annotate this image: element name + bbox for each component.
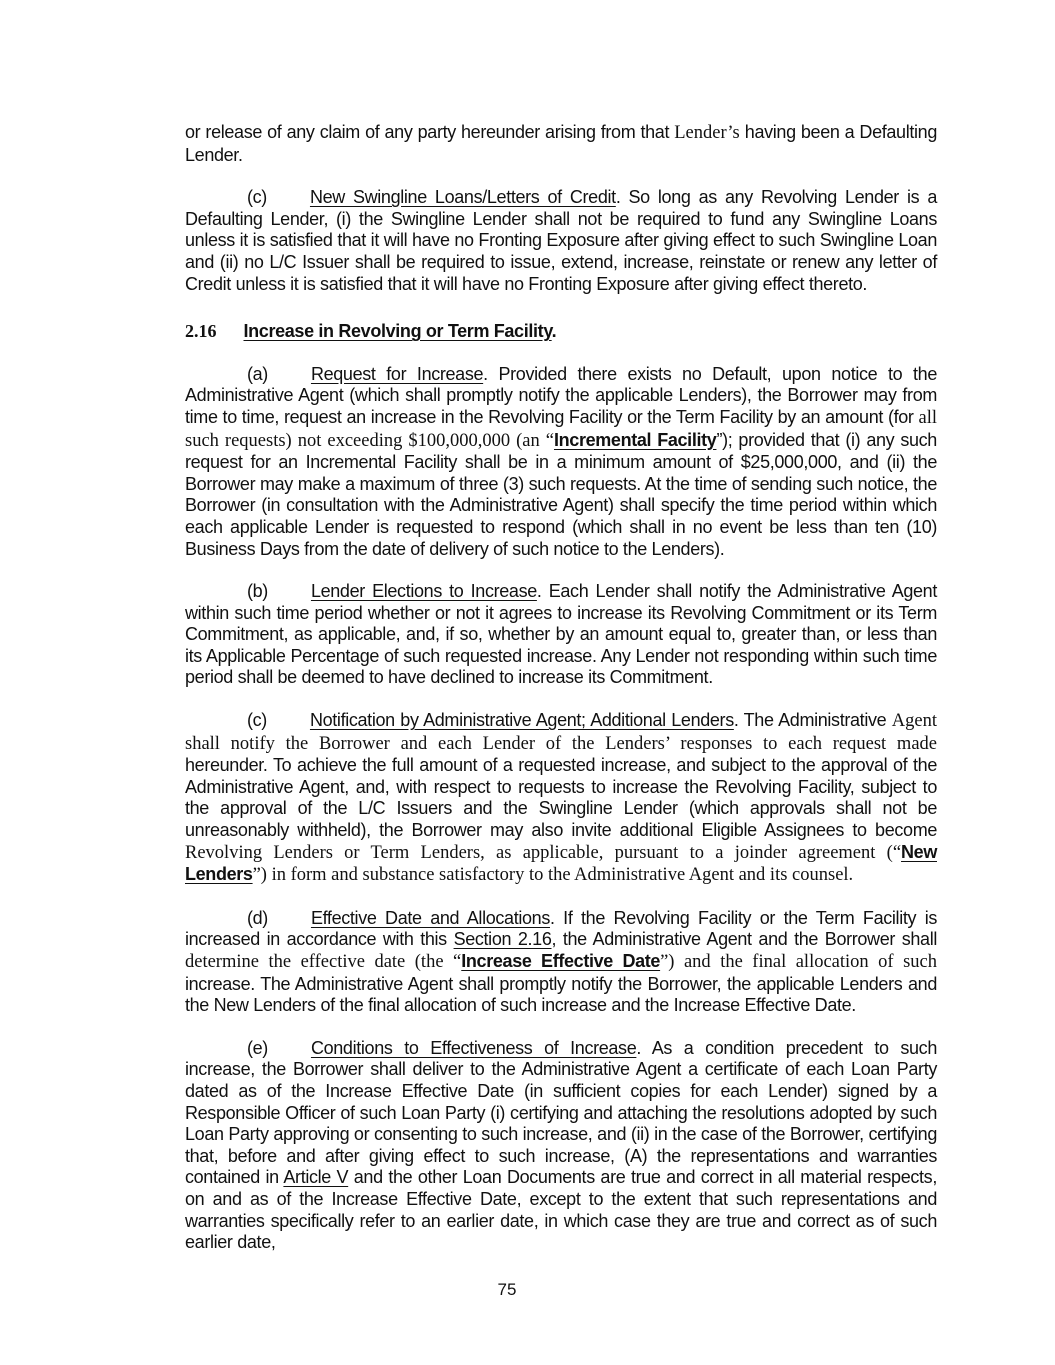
text-run: 2.16	[185, 321, 217, 342]
tab-spacer	[267, 202, 310, 203]
tab-spacer	[185, 379, 247, 380]
para-c-notification	[185, 710, 937, 887]
underlined-term: Increase Effective Date	[461, 951, 661, 971]
underlined-term: Notification by Administrative Agent; Additional Lenders	[309, 710, 734, 731]
underlined-term: Article V	[283, 1167, 349, 1188]
text-run: determine the effective date (the “	[185, 952, 462, 972]
para-release-claim	[185, 122, 937, 166]
heading-2-16	[185, 316, 937, 343]
text-run: (c)	[247, 187, 267, 208]
text-run: . The Administrative	[733, 710, 892, 731]
underlined-term: Incremental Facility	[553, 429, 717, 450]
text-run: Lender’s	[674, 123, 740, 143]
para-b-lender-elections	[185, 581, 937, 689]
text-run: , the Administrative Agent and the Borrower shall	[551, 929, 937, 950]
tab-spacer	[268, 379, 311, 380]
text-run: . Provided there exists no Default, upon notice to the Administrative Agent (which shall promptly notify the applicable Lenders), the Borrower may from time to time, request an increase in the Revolving Facility or the Term Facility by an amount (for	[185, 363, 937, 427]
underlined-term: Increase in Revolving or Term Facility	[243, 321, 552, 342]
text-run: having been a Defaulting Lender.	[185, 122, 937, 165]
underlined-term: Section 2.16	[453, 929, 552, 950]
text-run: (d)	[247, 907, 268, 928]
text-run: or release of any claim of any party hereunder arising from that	[185, 122, 675, 142]
tab-spacer	[185, 1053, 247, 1054]
text-run: . So long as any Revolving Lender is a Defaulting Lender, (i) the Swingline Lender shall not be required to fund any Swingline Loans unless it is satisfied that it will have no Fronting Exposure after giving effect to such Swingline Loan and (ii) no L/C Issuer shall be required to issue, extend, increase, reinstate or renew any letter of Credit unless it is satisfied that it will have no Fronting Exposure after giving effect thereto.	[185, 187, 937, 294]
text-run: Revolving Lenders or Term Lenders, as applicable, pursuant to a joinder agreement (“	[185, 842, 902, 863]
text-run: . Each Lender shall notify the Administrative Agent within such time period whether or not it agrees to increase its Revolving Commitment or its Term Commitment, as applicable, and, if so, whether by an amount equal to, greater than, or less than its Applicable Percentage of such requested increase. Any Lender not responding within such time period shall be deemed to have declined to increase its Commitment.	[185, 581, 937, 688]
para-a-request-for-increase	[185, 364, 937, 560]
tab-spacer	[185, 923, 247, 924]
underlined-term: Conditions to Effectiveness of Increase	[310, 1037, 637, 1058]
text-run: (a)	[247, 363, 268, 384]
para-d-effective-date	[185, 908, 937, 1017]
para-c-new-swingline	[185, 187, 937, 295]
tab-spacer	[267, 725, 310, 726]
document-body	[185, 122, 937, 1275]
text-run: (b)	[247, 581, 268, 602]
underlined-term: Lender Elections to Increase	[310, 581, 537, 602]
text-run: ”); provided that (i) any such request for an Incremental Facility shall be in a minimum amount of $25,000,000, and (ii) the Borrower may make a maximum of three (3) such requests. At the time of sending such notice, the Borrower (in consultation with the Administrative Agent) shall specify the time period within which each applicable Lender is requested to respond (which shall in no event be less than ten (10) Business Days from the date of delivery of such notice to the Lenders).	[185, 429, 937, 559]
underlined-term: Request for Increase	[310, 363, 484, 384]
underlined-term: New Swingline Loans/Letters of Credit	[309, 187, 616, 208]
text-run: (c)	[247, 710, 267, 731]
underlined-term: New Lenders	[185, 841, 937, 885]
text-run: .	[551, 321, 557, 342]
tab-spacer	[268, 923, 311, 924]
tab-spacer	[185, 596, 247, 597]
tab-spacer	[217, 336, 244, 337]
tab-spacer	[268, 596, 311, 597]
text-run: hereunder. To achieve the full amount of a requested increase, and subject to the approval of the Administrative Agent, and, with respect to requests to increase the Revolving Facility, subject to the approval of the L/C Issuers and the Swingline Lender (which approvals shall not be unreasonably withheld), the Borrower may also invite additional Eligible Assignees to become	[185, 755, 937, 841]
underlined-term: Effective Date and Allocations	[310, 907, 550, 928]
text-run: (e)	[247, 1037, 268, 1058]
tab-spacer	[185, 202, 247, 203]
text-run: increase. The Administrative Agent shall promptly notify the Borrower, the applicable Lenders and the New Lenders of the final allocation of such increase and the Increase Effective Date.	[185, 973, 937, 1016]
text-run: all such requests) not exceeding $100,000,000 (an “	[185, 407, 937, 451]
text-run: and the other Loan Documents are true and correct in all material respects, on and as of the Increase Effective Date, except to the extent that such representations and warranties specifically refer to an earlier date, in which case they are true and correct as of such earlier date,	[185, 1167, 937, 1253]
text-run: ”) and the final allocation of such	[660, 952, 937, 972]
text-run: Agent shall notify the Borrower and each Lender of the Lenders’ responses to each request made	[185, 711, 937, 754]
page-number: 75	[497, 1280, 517, 1299]
text-run: ”) in form and substance satisfactory to the Administrative Agent and its counsel.	[252, 865, 854, 886]
text-run: . If the Revolving Facility or the Term Facility is increased in accordance with this	[185, 907, 937, 950]
text-run: . As a condition precedent to such increase, the Borrower shall deliver to the Administrative Agent a certificate of each Loan Party dated as of the Increase Effective Date (in sufficient copies for each Lender) signed by a Responsible Officer of such Loan Party (i) certifying and attaching the resolutions adopted by such Loan Party approving or consenting to such increase, and (ii) in the case of the Borrower, certifying that, before and after giving effect to such increase, (A) the representations and warranties contained in	[185, 1037, 937, 1188]
tab-spacer	[185, 725, 247, 726]
para-e-conditions	[185, 1038, 937, 1254]
tab-spacer	[268, 1053, 311, 1054]
